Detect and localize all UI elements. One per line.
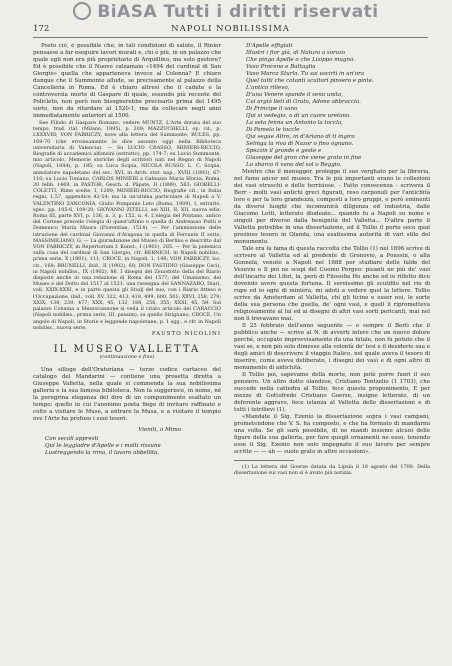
running-header (33, 24, 428, 38)
poem-line: Di Pamela le toccle (246, 127, 300, 133)
watermark-logo-icon (73, 2, 91, 20)
left-column (33, 43, 221, 653)
poem-line: Che pingo Apelle o che Lisippo mugna. (246, 57, 356, 63)
body-paragraph: Il 25 febbraio dell'anno seguente — e sempre il Berti che il pubblico anche — scrive al N. di avverti intere che un nuovo dolore perché, occupato improvvisamente da una fatale, non fu potuto che il vasi se, e non più solo dimesse alla volontà de' tesi e il desiderio sua e degli amici di descrivere il viaggio Italico, nel quale aveva il tesoro di inserire, come aveva deliberato, i disegni dei vasi e di ogni altro di monumento di antichità. (234, 323, 430, 371)
poem-block (33, 436, 221, 457)
body-paragraph: «Mandate il Sig. Ezenio la dissertazione sopra i vasi campani, prometendone che V. S. ha composto, e che ha formato di mandarmi una volta. Se gli sarà possibile, di ne mandi insieme alcuni delle figure della sua galleria, per fare quegli ornamenti ne esso, tenendo esse il Sig. Ezenio non solo impegnato il suo lavoro per sempre scritte — — ab — suole grato in altre occasioni». (234, 414, 430, 455)
poem-block (234, 43, 430, 169)
body-paragraph: Mentre che il menugger, prolegge il suo verghato per la libreria, nel fumo ancor nel museo. Tra le più importanti erano le collezioni dei vasi etruschi e delle terrisiose. - Fatto conoscenza - scriveva il Berr - molti vasi antichi greci figurati, reso carponuli per l'antichità loro e per la loro grandezza, composti a loro gruppi, e però eminenti da diversi luoghi che incomunicà diligenza ed industria, dalle Giacomo Lotti, letterato diodeato... quando fu a Napoli su nome e singoli per diverse dalla benignità del Valletta... D'altra parte il Valletta potrebbe in una dissertazione, ed il Tollio il porto seco qual prezioso tesoro in Olanda, una esatissima autorità di vari stile del monumento. (234, 169, 430, 245)
section-title: IL MUSEO VALLETTA (53, 343, 201, 355)
poem-line: Illustri i fior già, di Natura a sorozo (246, 50, 346, 56)
poem-line: Lo sbarco il vano del sol o Reggio. (246, 162, 342, 168)
poem-line: Di Principe il vano (246, 106, 298, 112)
poem-line: Qui si vedegio, o di un cuore uretano. (246, 113, 352, 119)
poem-line: D'Apelle effigiati (246, 43, 293, 49)
poem-heading: Vieniti, o Mimo (138, 426, 181, 433)
journal-title: NAPOLI NOBILISSIMA (171, 24, 290, 34)
header-rule (33, 37, 428, 38)
body-paragraph: Tale era la fama di questa raccolta che Tollio (1) nel 1696 scrive di scrivere al Valletta ed al predente di Gronovio, a Poussin, o alla Gonnela, venuto a Napoli nel 1688 per studiare delle falde del Vesuvio e Il poi ne scopi del Cuomo Pergeo: pisanti ne più de' vasi dell'incarto dei Libri, la, però di Filosofia Ho anche ed io rifletto dico dovendo avere questa fortuna. Il sereissimo gli scutifilo nel rio di rupe ed io ogni di miniera, mi adoti a vedere quel la lettere. Tollio scrive da Amsterdam al Valletta, chi gli ticino e esser noi, le sorte della sua persona che guella, de' ogni vasi, e quell il riprometteva religiosamente al lui ed ai disegni di altri vasi sorti pericanti, mai nel non li trovavano mai. (234, 246, 430, 322)
poem-line: Lustreggendo la rima, il lavoro abbellita, (45, 449, 160, 456)
notes-paragraph: See Filodo di Gaspare Romano, vedere MUNTZ, L'Arte dorata del suo tempo, trad. ital. (Milano, 1895), p. 209; MAZZUCHELLI, op. cit., p. LXXXVIII; VON FABRICZY, nove alla lettera del Summonte, RULES, pp. 169-70 (che erroneamente lo dice assunto oggi nella Biblioteca universitaria di Valencia). — Su LUCIO CRASSO, MINIERI-RICCIO, Biografie di accademici alfonsini (estratto), pp. 174-7; su Lucio Summonte, mio articolo, Memorie storiche degli scrittori nati nel Regno di Napoli (Napoli, 1844), p. 185; su Luca Scipia, NICOLA RUSSO, L. C. Scipia, annotatore napoletano del sec. XVI, in Arch. stor. nap., XVIII (1893), 67-110; su Lucio Toniano, CARLOS MINIERI a Galeazzo Maria Sforza, Roma, 20 febb. 1469, in PASTOR, Gesch. d. Päpste, II (1889), 563; GIOBELLI-COLETTI, Rime scelte, I, 1290; MINIERI-RICCIO, Biografie cit., in Italia regni, 1,57, appendice 42-54; ma in un'ultima particolare di Napoli a V. VALENTINO ZANCONIA, Giulio Pomponio Leto (Roma, 1909), I, estratto, spec. pp. 105-6, 109-20; GIOVANNI ZITELLI, sei XIII, II, XII, nuova ediz. Roma III, parte XVI, p. 136, n. 3, p. 152, n. 4. L'elegia del Pontano, antico del Cortese precede l'elegia di quest'ultimo e quella di Andreasso Politi e Domenico Maria Maura (Florentiae, 1514). — Per l'ammissione delle istruzione del cardinal Giovanni d'Aragona in quella di Ferrante II sotto, MASSIMILIANO, G. — La giurisdizione del Museo di Berlino e descritto dal VON FABRICZY, in Repertorium f. Kunst., I (1901), 285. — Per la polemica sulla cosa del cardinal di San Giorgio, cfr. BERNICH, in Napoli nobiliss., prima serie, X (1901), 111; CROCE, in Napoli, 1, 146; VON FABRICZY, loc. cit., 168; BRUNELLI, ibid., II (1902), 60; DON FASTIDIO (Giuseppe Ceci), in Napoli nobiliss., IX (1902), 88. I disegni del Zenodotto della del Riario disposte anche in una relazione di Roma del 1577; del Umanismo, del Museo e del Dotto del 1517 al 1521: una rassegna del SANNAZARO, Diari, voll. XXIX-XXXI, e in parte questa gli Studj del suo, con i Riario Atteso e l'Occupazione, ibid., voll. XV, 322, 413, 418, 499, 600, 501; XXVI, 258, 279; XXIX, 138, 239, 477; XXX, 45, 132, 188, 256, 355; XXXI, 45, 59. Sul palazzo Colonna a Mezzocannone si veda il citato articolo del CARACCIO (Napoli nobiliss., prima serie, III, passim), su quello Sirignano, CROCE, Un angolo di Napoli, in Storie e leggende napoletane, p. 1 sgg., e cfr. in Napoli nobiliss., nuova serie. (33, 120, 221, 331)
poem-line: L'antico rilievo, (246, 85, 290, 91)
poem-line: Cui argiò lieti di Grato, Adone abbraccia. (246, 99, 361, 105)
right-column (234, 43, 430, 653)
poem-line: D'una Venere spande il seno unito, (246, 92, 343, 98)
page-number: 172 (33, 24, 50, 34)
poem-line: Qui segue Altro, in d'Ariano di ti ingiro (246, 134, 355, 140)
poem-line: Spezzin il grande e geste e (246, 148, 322, 154)
author-signature: FAUSTO NICOLINI (151, 330, 221, 337)
poem-line: Qui le leggiadre d'Apelle e i molti rissune (45, 442, 161, 449)
poem-line: Quel tutti che cotanti scultori pinsero e pinte. (246, 78, 374, 84)
footnote: (1) La lettera del Goerze datata da Lipsia il 18 agosto del 1700. Della dissertazione sui vasi non si è avuto più notizia. (234, 464, 430, 477)
watermark (0, 2, 452, 22)
watermark-text: BiASA Tutti i diritti riservati (97, 2, 379, 22)
body-paragraph: Una silloge dell'Oratoriana — terzo codice cartaceo del catalogo del Mandarini — contiene una prosetta diretta a Giuseppe Valletta, nella quale si commenda la sua nobilissima galleria e la sua famosa biblioteca. Non la suggerisce, in nome, né la peregrina eleganza del dire di un componimento esaltato un tempo: quello in cui l'anonimo poeta finge di invitare raffinato e colto a visitare le Muse, a entrare la Musa, e a visitare il tempio ove l'Arte ha profuso i suoi tesori. (33, 366, 221, 422)
body-paragraph: Posto ciò, è possibile che, in tali condizioni di salute, il Rinier pensasse a far eseguire lavori murali e, chi è più, in un palazzo che quale egli non era più proprietario di Arquillino, ma solo gestore? Ed è possibile che il Nuovo calzamaio «1494 del cardinal di San Giorgio» quella che apparteneva invece al Colonna? E chiaro dunque che il Summonte allude, se precisamente al palazzo della Cancelleria in Roma. Ed è chiaro altresì che il cadute e la controversia morte di Gaspare di quale, essendo più recente del Policleto, non però non bisognerebbe precisarlo prima del 1495 sorto, non da ritardare al 1520-1, ma da collocare negli anni immediatamente anteriori al 1500. (33, 43, 221, 119)
poem-line: Vaso Proceno e Battaglia (246, 64, 316, 70)
poem-line: Selmga la riva di Nazor o fino ognuno. (246, 141, 354, 147)
poem-line: La seta fenna un Antonio la toccla, (246, 120, 343, 126)
poem-line: Giuseppe del gran che viene grato in fine (246, 155, 362, 161)
body-paragraph: Il Tollio poi, sapevamo della morte, non potè porre fuori il suo pensiero. Un altro dotto olandese, Cristiano Tentzelio (1 1703), che succede nella cattedra al Tollio, fece questo proponimento, E per mezzo di Gottofredo Cristiano Goerze, insigne letterato, di un deferente aggravo, fece istanza al Valletta delle dissertazioni e di tutti i tetrilievi (1). (234, 372, 430, 413)
section-subtitle: (continuazione e fine) (99, 353, 155, 360)
footnote-rule (234, 460, 294, 461)
poem-line: Con secoli appresti (45, 435, 99, 442)
poem-line: Vaso Marco Sturla. Tu sai uscirti in un'ora (246, 71, 364, 77)
